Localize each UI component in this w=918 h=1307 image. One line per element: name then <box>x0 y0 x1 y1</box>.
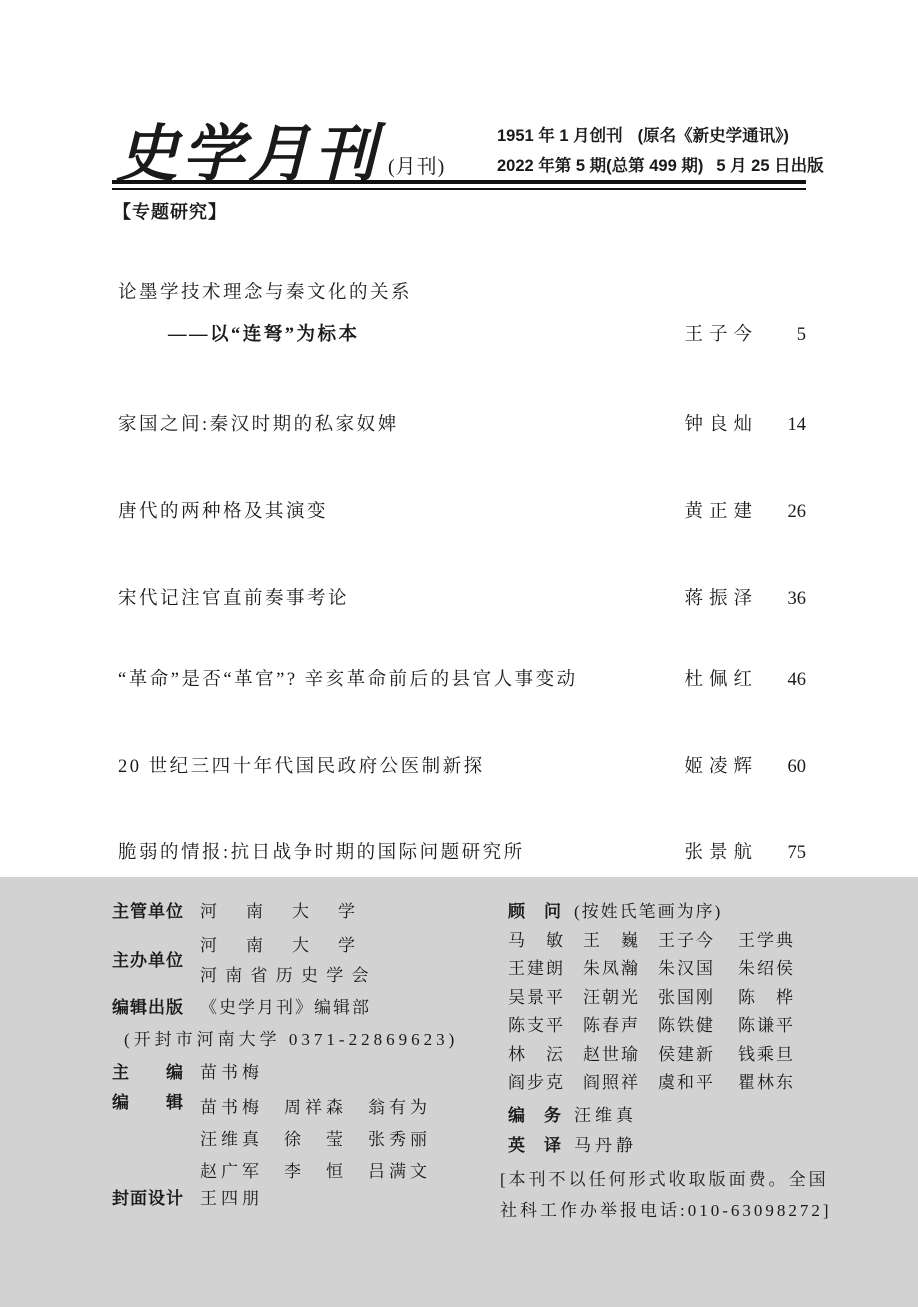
editors-line-2: 汪维真 徐 莹 张秀丽 <box>200 1129 431 1149</box>
fee-notice-line-2: 社科工作办举报电话:010-63098272] <box>500 1201 832 1220</box>
article-title: 脆弱的情报:抗日战争时期的国际问题研究所 <box>118 843 525 863</box>
editors-names <box>200 1092 431 1187</box>
advisor-name: 赵世瑜 <box>583 1044 640 1064</box>
article-author: 张景航 <box>684 843 758 863</box>
staff-row-2 <box>508 1135 637 1157</box>
staff-label-1: 编 务 <box>508 1106 562 1125</box>
advisor-name: 王学典 <box>738 931 795 950</box>
article-page-number: 5 <box>796 325 806 345</box>
editors-line-3: 赵广军 李 恒 吕满文 <box>200 1161 431 1181</box>
article-page-number: 60 <box>787 757 806 777</box>
article-author: 蒋振泽 <box>684 589 758 609</box>
advisor-name: 王建朗 <box>508 959 565 979</box>
toc-article-5-row <box>118 665 806 691</box>
toc-article-2-row <box>118 410 806 436</box>
advisor-name: 汪朝光 <box>583 987 640 1007</box>
article-author: 姬凌辉 <box>684 757 758 777</box>
toc-article-6-row <box>118 752 806 778</box>
publisher-label: 编辑出版 <box>112 998 184 1017</box>
advisors-name-grid <box>508 927 795 1097</box>
advisor-name: 马 敏 <box>508 931 565 950</box>
article-author: 杜佩红 <box>684 670 758 690</box>
toc-article-3-row <box>118 497 806 523</box>
staff-value-1: 汪维真 <box>574 1106 637 1125</box>
editorial-info-panel <box>0 877 918 1307</box>
chief-editor-value: 苗书梅 <box>200 1063 263 1082</box>
article-page-number: 75 <box>787 843 806 863</box>
article-title: 论墨学技术理念与秦文化的关系 <box>118 283 413 303</box>
advisor-name: 张国刚 <box>658 987 715 1007</box>
article-title: 宋代记注官直前奏事考论 <box>118 589 350 609</box>
fee-notice-line-1: [本刊不以任何形式收取版面费。全国 <box>500 1170 829 1189</box>
issue-info: 2022 年第 5 期(总第 499 期) <box>497 157 704 175</box>
article-page-number: 36 <box>787 589 806 609</box>
cover-design-label: 封面设计 <box>112 1189 184 1208</box>
publish-date: 5 月 25 日出版 <box>716 157 824 175</box>
advisor-name: 陈支平 <box>508 1016 565 1036</box>
staff-label-2: 英 译 <box>508 1136 562 1155</box>
toc-article-4-row <box>118 584 806 610</box>
founding-info: 1951 年 1 月创刊 <box>497 127 623 145</box>
advisor-name: 阎照祥 <box>583 1073 640 1093</box>
advisor-name: 吴景平 <box>508 987 565 1007</box>
advisor-name: 朱绍侯 <box>738 959 795 979</box>
organizer-values <box>200 931 371 991</box>
organizer-label: 主办单位 <box>112 951 184 970</box>
supervisor-label: 主管单位 <box>112 902 184 921</box>
editors-label: 编 辑 <box>112 1093 184 1112</box>
organizer-value-2: 河 南 省 历 史 学 会 <box>200 966 371 985</box>
chief-editor-row <box>112 1062 263 1084</box>
advisor-name: 陈 桦 <box>738 987 795 1007</box>
article-title: “革命”是否“革官”? 辛亥革命前后的县官人事变动 <box>118 670 578 690</box>
toc-article-1-subtitle-row <box>118 320 806 346</box>
advisor-name: 朱汉国 <box>658 959 715 979</box>
advisors-label: 顾 问 <box>508 902 562 921</box>
double-rule-divider <box>112 180 806 190</box>
advisor-name: 陈铁健 <box>658 1016 715 1036</box>
advisor-name: 朱凤瀚 <box>583 959 640 979</box>
article-page-number: 46 <box>787 670 806 690</box>
advisor-name: 侯建新 <box>658 1044 715 1064</box>
advisors-note: (按姓氏笔画为序) <box>574 902 723 921</box>
article-page-number: 26 <box>787 502 806 522</box>
article-title: 20 世纪三四十年代国民政府公医制新探 <box>118 757 485 777</box>
publication-info-line1 <box>497 121 807 151</box>
article-author: 黄正建 <box>684 502 758 522</box>
advisor-name: 林 沄 <box>508 1044 565 1064</box>
advisor-name: 陈谦平 <box>738 1016 795 1036</box>
advisor-name: 阎步克 <box>508 1073 565 1093</box>
publisher-value: 《史学月刊》编辑部 <box>200 998 371 1017</box>
publication-info-line2 <box>497 151 824 181</box>
article-author: 王子今 <box>684 325 758 345</box>
chief-editor-label: 主 编 <box>112 1063 184 1082</box>
advisor-name: 王子今 <box>658 931 715 950</box>
organizer-value-1: 河 南 大 学 <box>200 936 361 955</box>
organizer-row <box>112 931 371 991</box>
staff-row-1 <box>508 1105 637 1127</box>
editors-line-1: 苗书梅 周祥森 翁有为 <box>200 1098 431 1117</box>
cover-design-row <box>112 1188 263 1210</box>
journal-subtitle: (月刊) <box>388 156 446 178</box>
advisor-name: 钱乘旦 <box>738 1044 795 1064</box>
advisor-name: 陈春声 <box>583 1016 640 1036</box>
original-name: (原名《新史学通讯》) <box>637 127 789 145</box>
cover-design-value: 王四朋 <box>200 1189 263 1208</box>
advisor-name: 瞿林东 <box>738 1073 795 1093</box>
article-title: 唐代的两种格及其演变 <box>118 502 329 522</box>
editors-row <box>112 1092 431 1187</box>
advisor-name: 王 巍 <box>583 931 640 950</box>
section-label: 【专题研究】 <box>113 202 227 222</box>
toc-article-7-row <box>118 838 806 864</box>
article-page-number: 14 <box>787 415 806 435</box>
article-subtitle: ——以“连弩”为标本 <box>168 325 360 345</box>
toc-article-1-title-row <box>118 278 806 304</box>
journal-title-calligraphy: 史学月刊 <box>116 117 381 190</box>
advisors-header-row <box>508 901 722 923</box>
supervisor-value: 河 南 大 学 <box>200 902 361 921</box>
advisor-name: 虞和平 <box>658 1073 715 1093</box>
publisher-address: (开封市河南大学 0371-22869623) <box>124 1030 459 1049</box>
article-title: 家国之间:秦汉时期的私家奴婢 <box>118 415 399 435</box>
article-author: 钟良灿 <box>684 415 758 435</box>
publication-info <box>497 121 824 181</box>
staff-value-2: 马丹静 <box>574 1136 637 1155</box>
publisher-row <box>112 997 371 1019</box>
supervisor-row <box>112 901 361 923</box>
